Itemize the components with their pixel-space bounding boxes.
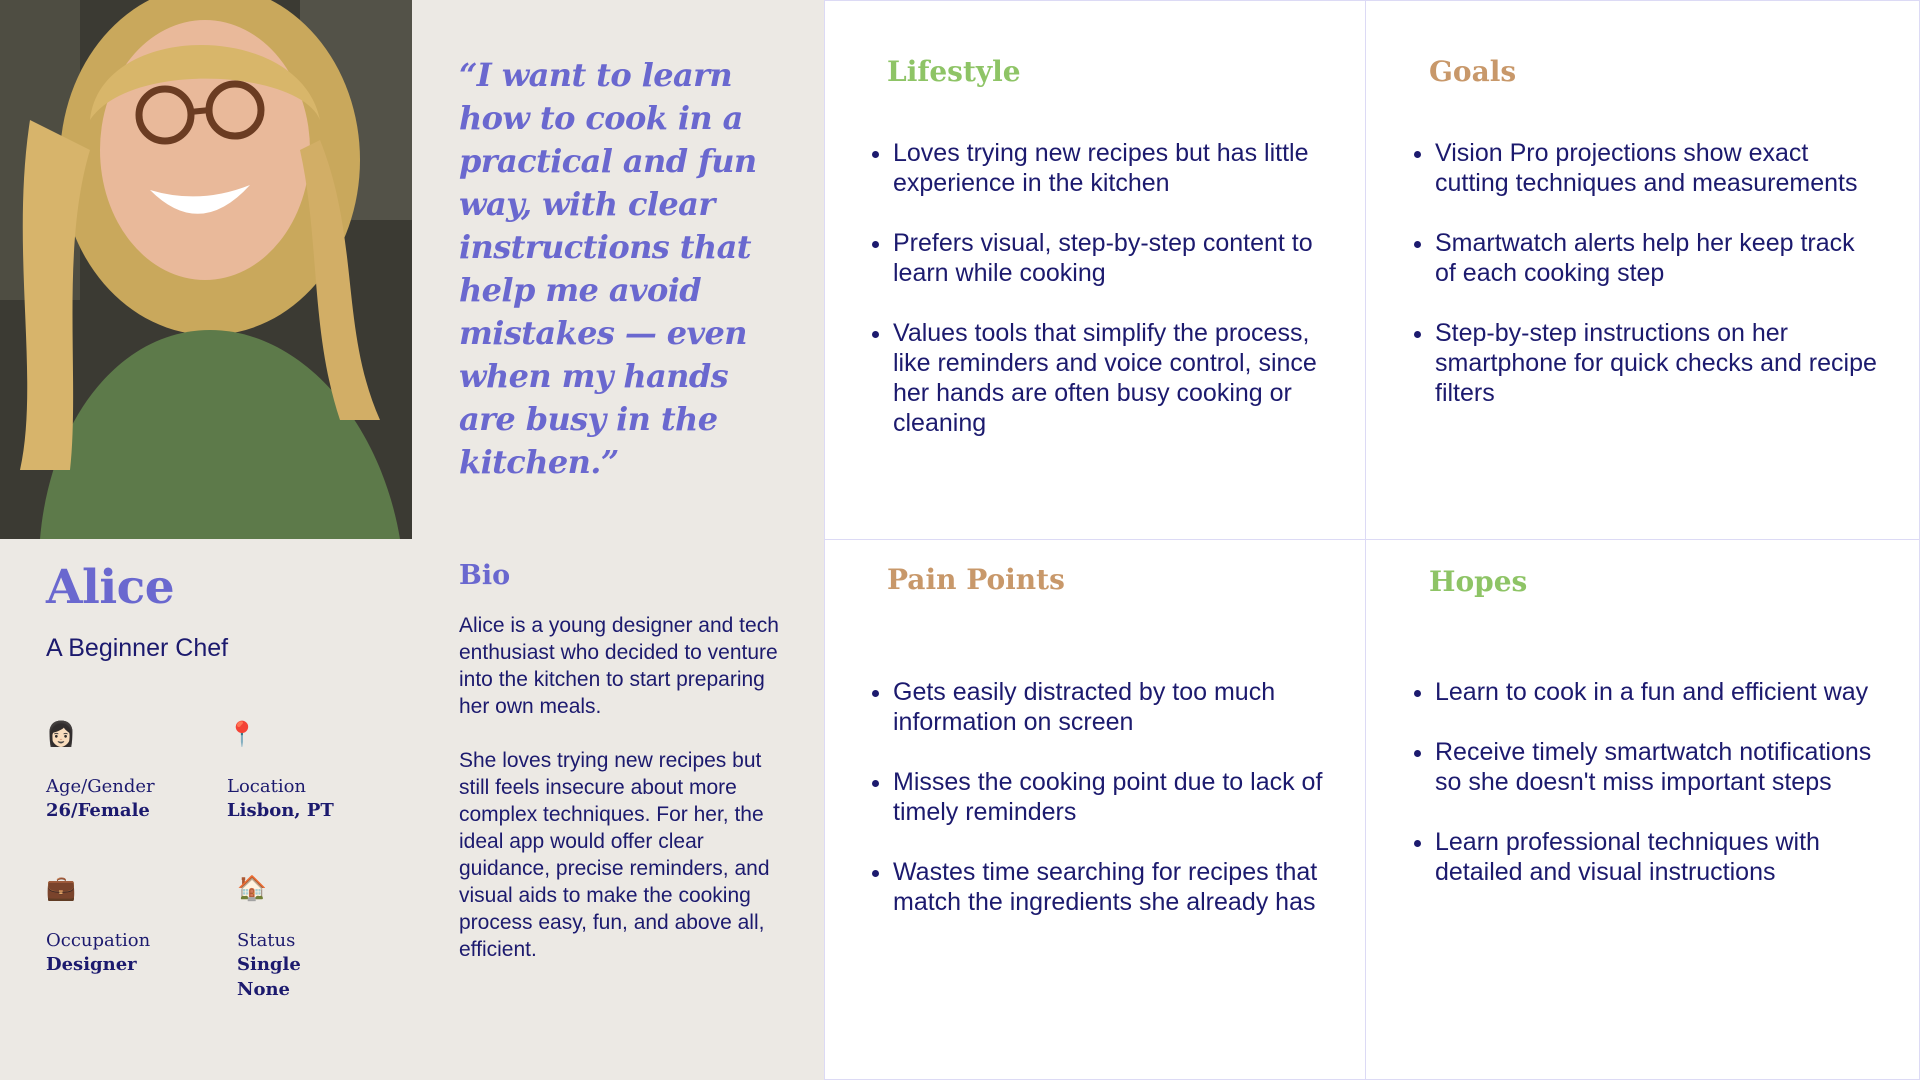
persona-name: Alice	[46, 560, 175, 615]
list-item: • Misses the cooking point due to lack of timely reminders	[893, 767, 1343, 827]
card-list	[863, 677, 1343, 947]
card-title: Goals	[1429, 55, 1517, 88]
card-title: Pain Points	[887, 563, 1065, 596]
fact-label: Age/Gender	[46, 776, 155, 797]
fact-value: Lisbon, PT	[227, 800, 334, 821]
card-list	[1405, 677, 1885, 917]
card-title: Hopes	[1429, 565, 1528, 598]
list-item: • Receive timely smartwatch notifications so she doesn't miss important steps	[1435, 737, 1885, 797]
house-icon: 🏠	[237, 874, 267, 902]
pin-icon: 📍	[227, 720, 257, 748]
persona-quote: “I want to learn how to cook in a practical and fun way, with clear instructions that help me avoid mistakes — even when my hands are busy in the kitchen.”	[459, 56, 757, 481]
list-item: • Values tools that simplify the process, like reminders and voice control, since her hands are often busy cooking or cleaning	[893, 318, 1333, 438]
fact-label: Status	[237, 930, 296, 951]
list-item: • Step-by-step instructions on her smartphone for quick checks and recipe filters	[1435, 318, 1880, 408]
briefcase-icon: 💼	[46, 874, 76, 902]
persona-photo	[0, 0, 412, 539]
list-item: • Learn professional techniques with detailed and visual instructions	[1435, 827, 1885, 887]
card-list	[863, 138, 1333, 468]
bio-paragraph: She loves trying new recipes but still feels insecure about more complex techniques. For her, the ideal app would offer clear guidance, precise reminders, and visual aids to make the cooking process easy, fun, and above all, efficient.	[459, 749, 770, 961]
fact-value: Single	[237, 954, 301, 975]
fact-value: Designer	[46, 954, 137, 975]
card-lifestyle	[824, 0, 1366, 540]
card-title: Lifestyle	[887, 55, 1021, 88]
list-item: • Vision Pro projections show exact cutting techniques and measurements	[1435, 138, 1880, 198]
woman-icon: 👩🏻	[46, 720, 76, 748]
fact-occupation	[46, 874, 150, 977]
fact-age-gender	[46, 720, 155, 823]
fact-label: Occupation	[46, 930, 151, 951]
bio-title: Bio	[459, 560, 511, 591]
fact-location	[227, 720, 334, 823]
card-pain-points	[824, 539, 1366, 1080]
bio-text	[459, 612, 785, 990]
card-hopes	[1365, 539, 1920, 1080]
list-item: • Loves trying new recipes but has little experience in the kitchen	[893, 138, 1333, 198]
card-list	[1405, 138, 1880, 438]
fact-value-secondary: None	[237, 979, 290, 1000]
list-item: • Prefers visual, step-by-step content to learn while cooking	[893, 228, 1333, 288]
persona-grid	[824, 0, 1920, 1080]
fact-status	[237, 874, 301, 1002]
list-item: • Learn to cook in a fun and efficient way	[1435, 677, 1885, 707]
fact-label: Location	[227, 776, 307, 797]
bio-paragraph: Alice is a young designer and tech enthusiast who decided to venture into the kitchen to start preparing her own meals.	[459, 614, 779, 718]
list-item: • Gets easily distracted by too much information on screen	[893, 677, 1343, 737]
list-item: • Smartwatch alerts help her keep track of each cooking step	[1435, 228, 1880, 288]
card-goals	[1365, 0, 1920, 540]
persona-subtitle: A Beginner Chef	[46, 634, 229, 662]
fact-value: 26/Female	[46, 800, 150, 821]
list-item: • Wastes time searching for recipes that match the ingredients she already has	[893, 857, 1343, 917]
